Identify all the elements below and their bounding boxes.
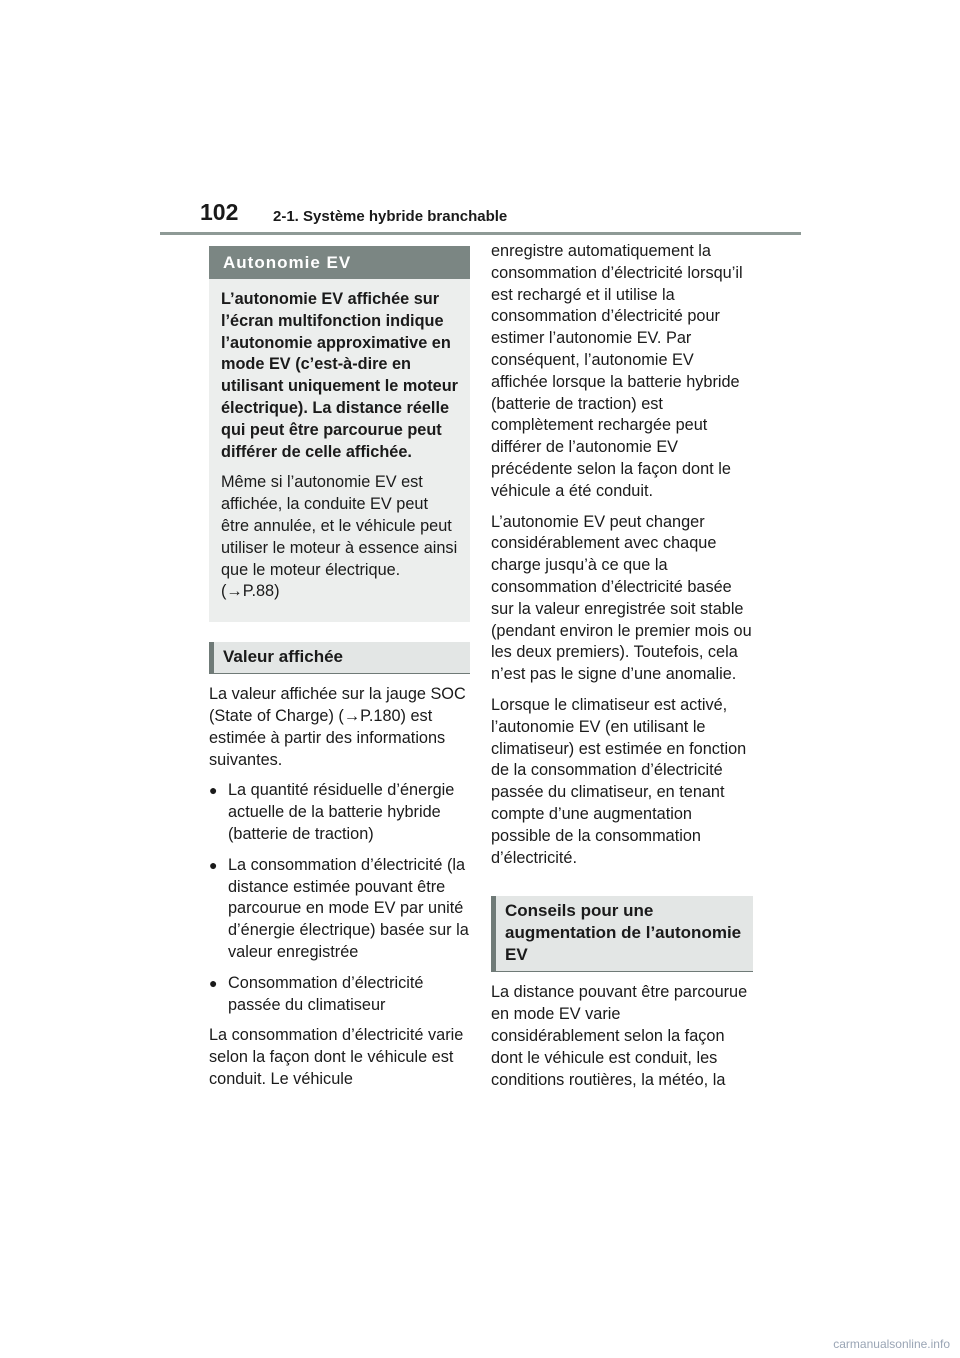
paragraph: Lorsque le climatiseur est activé, l’autonomie EV (en utilisant le climatiseur) est estimée en fonction de la consommation d’électricité passée du climatiseur, en tenant compte d’une augmentation possible de la consommation d’électricité.: [491, 695, 747, 867]
subheading-valeur-affichee: Valeur affichée: [209, 642, 470, 674]
header-divider: [160, 232, 801, 235]
info-box-bold-text: L’autonomie EV affichée sur l’écran multifonction indique l’autonomie approximative en mode EV (c’est-à-dire en utilisant uniquement le moteur électrique). La distance réelle qui peut être parcourue peut différer de celle affichée.: [221, 290, 459, 461]
paragraph: enregistre automatiquement la consommation d’électricité lorsqu’il est rechargé et il utilise la consommation d’électricité pour estimer l’autonomie EV. Par conséquent, l’autonomie EV affichée lorsque la batterie hybride (batterie de traction) est complètement rechargée peut différer de l’autonomie EV précédente selon la façon dont le véhicule a été conduit.: [491, 242, 743, 500]
watermark-link[interactable]: carmanualsonline.info: [833, 1337, 950, 1351]
info-box: [209, 279, 470, 622]
paragraph: La distance pouvant être parcourue en mode EV varie considérablement selon la façon dont le véhicule est conduit, les conditions routières, la météo, la: [491, 983, 748, 1089]
autonomie-ev-banner: Autonomie EV: [209, 246, 470, 279]
bullet-list: [209, 780, 470, 1016]
list-item: ● La consommation d’électricité (la distance estimée pouvant être parcourue en mode EV par unité d’énergie électrique) basée sur la valeur enregistrée: [209, 855, 470, 964]
paragraph: L’autonomie EV peut changer considérablement avec chaque charge jusqu’à ce que la consommation d’électricité basée sur la valeur enregistrée soit stable (pendant environ le premier mois ou les deux premiers). Toutefois, cela n’est pas le signe d’une anomalie.: [491, 512, 752, 684]
right-column: [491, 241, 753, 1100]
section-title: 2-1. Système hybride branchable: [273, 208, 508, 225]
subheading-conseils: Conseils pour une augmentation de l’autonomie EV: [491, 896, 753, 972]
info-box-text: Même si l’autonomie EV est affichée, la conduite EV peut être annulée, et le véhicule peut utiliser le moteur à essence ainsi que le moteur électrique. (→P.88): [221, 473, 458, 601]
left-column: [209, 246, 470, 1100]
intro-paragraph: La valeur affichée sur la jauge SOC (State of Charge) (→P.180) est estimée à partir des informations suivantes.: [209, 685, 466, 769]
list-item: ● La quantité résiduelle d’énergie actuelle de la batterie hybride (batterie de traction): [209, 780, 470, 845]
list-item: ● Consommation d’électricité passée du climatiseur: [209, 973, 470, 1017]
page-number: 102: [200, 199, 239, 225]
outro-paragraph: La consommation d’électricité varie selon la façon dont le véhicule est conduit. Le véhicule: [209, 1026, 464, 1088]
